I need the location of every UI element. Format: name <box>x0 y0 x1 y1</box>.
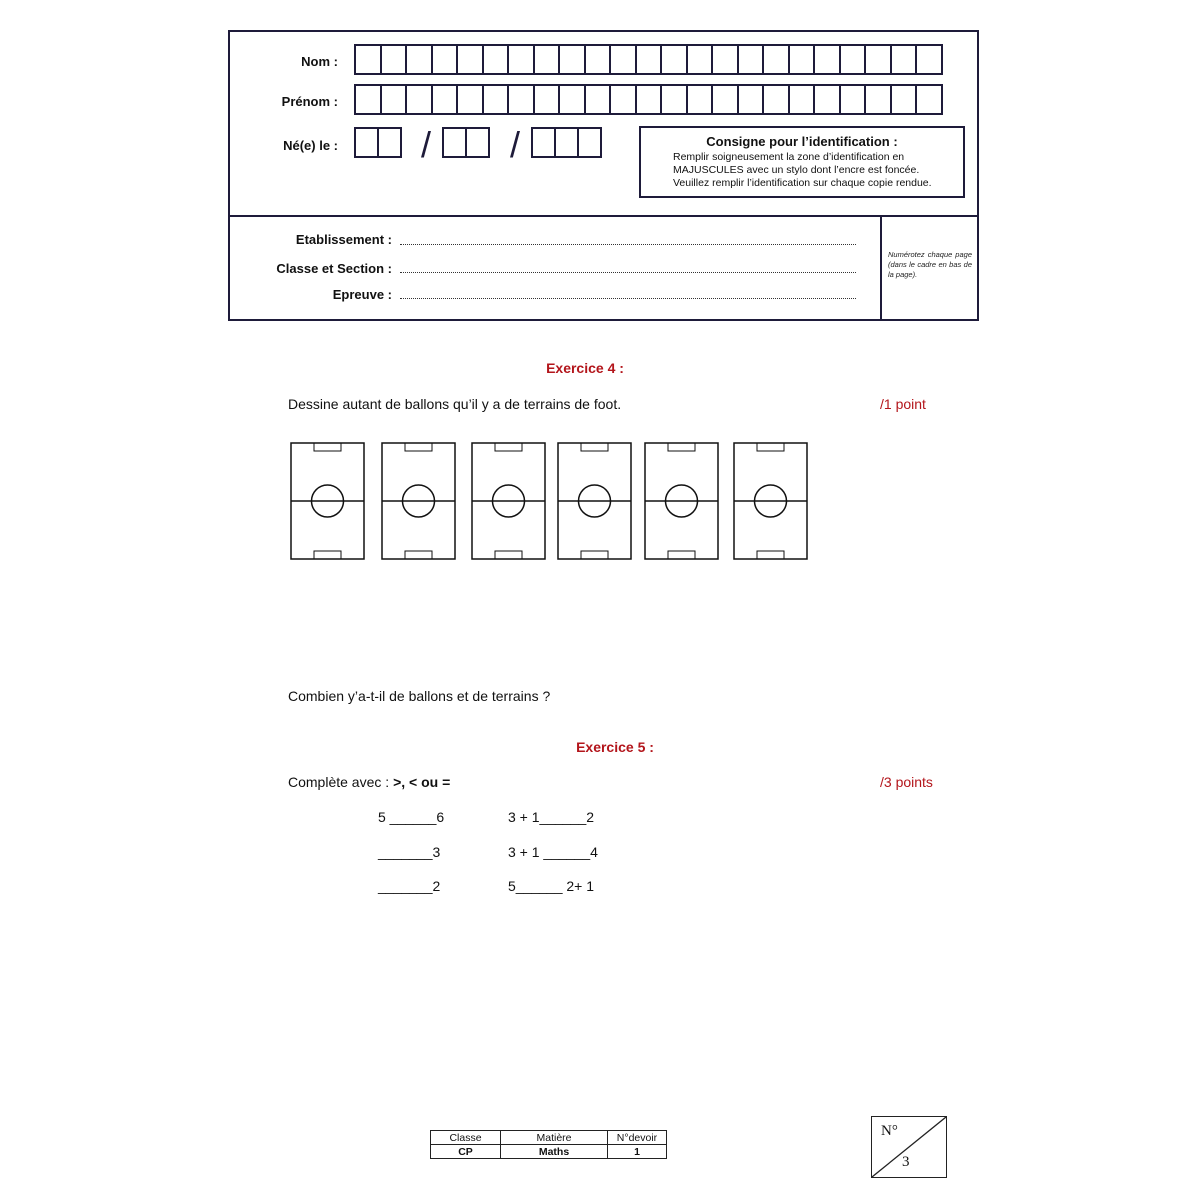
letter-cell[interactable] <box>533 44 561 75</box>
letter-cell[interactable] <box>864 44 892 75</box>
letter-cell[interactable] <box>354 84 382 115</box>
letter-cell[interactable] <box>533 84 561 115</box>
date-slash-2: / <box>510 124 521 165</box>
date-slash-1: / <box>421 124 432 165</box>
letter-cell[interactable] <box>762 84 790 115</box>
naissance-label: Né(e) le : <box>283 138 338 153</box>
consigne-line-1: Remplir soigneusement la zone d’identification en <box>673 151 905 163</box>
football-field-4 <box>557 440 632 560</box>
table-header-classe: Classe <box>431 1131 501 1145</box>
page-number-note: Numérotez chaque page (dans le cadre en bas de la page). <box>888 250 972 279</box>
letter-cell[interactable] <box>711 44 739 75</box>
letter-cell[interactable] <box>737 44 765 75</box>
letter-cell[interactable] <box>839 84 867 115</box>
exercise-4-points: /1 point <box>880 396 926 412</box>
letter-cell[interactable] <box>686 44 714 75</box>
letter-cell[interactable] <box>405 44 433 75</box>
comparison-1[interactable]: 5 ______6 <box>378 809 445 825</box>
nom-input-cells[interactable] <box>354 44 941 75</box>
football-field-2 <box>381 440 456 560</box>
page-number: 3 <box>902 1154 910 1170</box>
prenom-label: Prénom : <box>281 94 338 109</box>
exercise-4-title: Exercice 4 : <box>546 360 624 376</box>
letter-cell[interactable] <box>609 44 637 75</box>
letter-cell[interactable] <box>456 44 484 75</box>
letter-cell[interactable] <box>380 84 408 115</box>
exercise-5-title: Exercice 5 : <box>576 739 654 755</box>
exercise-5-points: /3 points <box>880 774 933 790</box>
letter-cell[interactable] <box>456 84 484 115</box>
birth-year-cells[interactable] <box>531 127 600 158</box>
letter-cell[interactable] <box>609 84 637 115</box>
letter-cell[interactable] <box>813 44 841 75</box>
letter-cell[interactable] <box>737 84 765 115</box>
letter-cell[interactable] <box>890 84 918 115</box>
letter-cell[interactable] <box>711 84 739 115</box>
letter-cell[interactable] <box>482 44 510 75</box>
prenom-input-cells[interactable] <box>354 84 941 115</box>
letter-cell[interactable] <box>482 84 510 115</box>
letter-cell[interactable] <box>915 84 943 115</box>
comparison-2[interactable]: 3 + 1______2 <box>508 809 595 825</box>
nom-label: Nom : <box>301 54 338 69</box>
football-field-1 <box>290 440 365 560</box>
letter-cell[interactable] <box>405 84 433 115</box>
letter-cell[interactable] <box>788 44 816 75</box>
letter-cell[interactable] <box>660 84 688 115</box>
etablissement-label: Etablissement : <box>295 232 392 247</box>
football-field-6 <box>733 440 808 560</box>
note-divider <box>880 216 882 319</box>
comparison-4[interactable]: 3 + 1 ______4 <box>508 844 598 860</box>
letter-cell[interactable] <box>558 84 586 115</box>
table-header-devoir: N°devoir <box>608 1131 667 1145</box>
birth-day-cells[interactable] <box>354 127 400 158</box>
consigne-line-3: Veuillez remplir l’identification sur chaque copie rendue. <box>673 177 932 189</box>
exercise-4-question: Combien y’a-t-il de ballons et de terrains ? <box>288 688 551 704</box>
comparison-6[interactable]: 5______ 2+ 1 <box>508 878 595 894</box>
instruction-symbols: >, < ou = <box>393 774 451 790</box>
consigne-line-2: MAJUSCULES avec un stylo dont l’encre est foncée. <box>673 164 920 176</box>
letter-cell[interactable] <box>788 84 816 115</box>
letter-cell[interactable] <box>890 44 918 75</box>
letter-cell[interactable] <box>762 44 790 75</box>
page-number-box <box>871 1116 947 1178</box>
letter-cell[interactable] <box>507 44 535 75</box>
letter-cell[interactable] <box>431 44 459 75</box>
letter-cell[interactable] <box>864 84 892 115</box>
letter-cell[interactable] <box>354 44 382 75</box>
epreuve-label: Epreuve : <box>332 287 392 302</box>
letter-cell[interactable] <box>635 44 663 75</box>
course-info-table <box>430 1130 667 1159</box>
exercise-5-instruction <box>288 774 450 790</box>
consigne-title: Consigne pour l’identification : <box>706 134 898 149</box>
letter-cell[interactable] <box>915 44 943 75</box>
letter-cell[interactable] <box>686 84 714 115</box>
table-value-matiere: Maths <box>501 1145 608 1159</box>
letter-cell[interactable] <box>813 84 841 115</box>
comparison-3[interactable]: _______3 <box>378 844 441 860</box>
letter-cell[interactable] <box>584 44 612 75</box>
classe-section-field[interactable] <box>400 272 856 273</box>
football-field-5 <box>644 440 719 560</box>
table-header-matiere: Matière <box>501 1131 608 1145</box>
identification-box <box>228 30 979 321</box>
exercise-4-instruction: Dessine autant de ballons qu’il y a de terrains de foot. <box>288 396 622 412</box>
birth-month-cells[interactable] <box>442 127 488 158</box>
epreuve-field[interactable] <box>400 298 856 299</box>
comparison-5[interactable]: _______2 <box>378 878 441 894</box>
letter-cell[interactable] <box>839 44 867 75</box>
classe-section-label: Classe et Section : <box>276 261 392 276</box>
header-divider <box>230 215 977 217</box>
letter-cell[interactable] <box>635 84 663 115</box>
consigne-box <box>639 126 965 198</box>
letter-cell[interactable] <box>660 44 688 75</box>
etablissement-field[interactable] <box>400 244 856 245</box>
letter-cell[interactable] <box>380 44 408 75</box>
football-field-3 <box>471 440 546 560</box>
table-value-classe: CP <box>431 1145 501 1159</box>
table-value-devoir: 1 <box>608 1145 667 1159</box>
number-label: N° <box>881 1123 898 1139</box>
letter-cell[interactable] <box>584 84 612 115</box>
letter-cell[interactable] <box>507 84 535 115</box>
instruction-prefix: Complète avec : <box>288 774 390 790</box>
letter-cell[interactable] <box>558 44 586 75</box>
letter-cell[interactable] <box>431 84 459 115</box>
